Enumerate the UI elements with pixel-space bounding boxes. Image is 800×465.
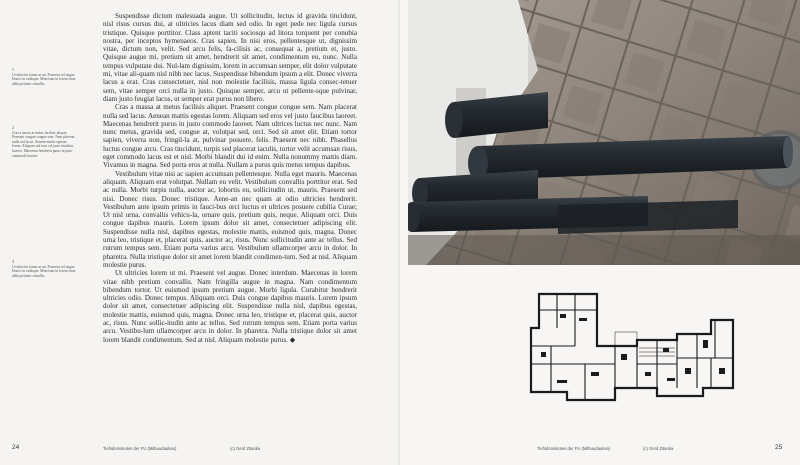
paragraph: Vestibulum vitae nisi ac sapien accumsan pellentesque. Nulla eget mauris. Maecenas aliquam. Aliquam erat volutpat. Nullam eu velit. Vestibulum convallis porttitor erat. Sed ac nulla. Morbi turpis nulla, auctor ac, lobortis eu, sollicitudin ut, mauris. Praesent sed nisi. Donec risus. Donec tristique. Aene-an nec quam at odio ultricies hendrerit. Vestibulum ante ipsum primis in fauci-bus orci luctus et ultrices posuere cubilia Curae; Ut nisl urna, convallis vehicu-la, ornare quis, pretium quis, neque. Aliquam orci. Duis congue dapibus mauris. Lorem ipsum dolor sit amet, consectetuer adipiscing elit. Suspendisse nulla nisl, dapibus egestas, molestie mattis, euismod quis, magna. Donec urna leo, tristique et, placerat quis, auctor ac, risus. Nunc sollicitudin ante ac tellus. Sed rutrum tempus sem. Etiam porta varius arcu. Vestibulum ullamcorper arcu in dolor. In pharetra. Nulla tristique dolor sit amet lorem blandit condimen-tum. Sed at nisl. Aliquam molestie purus. [103, 169, 357, 269]
margin-note [12, 126, 76, 158]
paragraph: Ut ultricies lorem ut mi. Praesent vel augue. Donec interdum. Maecenas in lorem vitae nibh pretium convallis. Nam fringilla augue in magna. Nam condimentum bibendum tortor. Ut euismod ipsum pretium augue. Morbi ligula. Curabitur hendrerit ultricies odio. Donec tempus. Aliquam orci. Duis congue dapibus mauris. Lorem ipsum dolor sit amet, consectetuer adipiscing elit. Suspendisse nulla nisl, dapibus egestas, molestie mattis, euismod quis, magna. Donec urna leo, tristique et, placerat quis, auctor ac, risus. Nunc sollic-itudin ante ac tellus. Sed rutrum tempus sem. Etiam porta varius arcu. Vestibu-lum ullamcorper arcu in dolor. In pharetra. Nulla tristique dolor sit amet lorem blandit condimentum. Sed at nisl. Aliquam molestie purus. ◆ [103, 269, 357, 344]
paragraph: Cras a massa at metus facilisis aliquet. Praesent congue congue sem. Nam placerat nulla sed lacus. Aenean mattis egestas lorem. Aliquam sed eros vel justo faucibus laoreet. Maecenas hendrerit purus in justo commodo laoreet. Nam ultrices luctus nec nunc. Nam nunc metus, gravida sed, congue at, volutpat sed, orci. Sed sit amet elit. Etiam tortor sapien, viverra non, fringil-la at, pulvinar posuere, felis. Praesent nec nibh. Phasellus luctus congue arcu. Cras tincidunt, turpis sed placerat iaculis, tortor velit accumsan risus, eget commodo lacus est et nisl. Morbi blandit dui id enim. Nulla nonummy mattis diam. Vivamus in magna. Sed porta eros at nulla. Nullam a purus quis metus tempus dapibus. [103, 103, 357, 170]
photo-illustration [408, 0, 800, 265]
running-title-right: Tiefsdomsirutes der FU (Milbuudaukan) [537, 446, 611, 451]
margin-note-number: 3 [12, 259, 14, 264]
floor-plan-drawing [527, 288, 737, 406]
running-credit-left: (c) Gerd Zitanka [230, 446, 261, 451]
margin-note-number: 1 [12, 67, 14, 72]
folio-right: 25 [775, 444, 783, 451]
body-text-column [103, 12, 357, 344]
margin-note-text: Ut ultricies lorem ut mi. Praesent vel augue. Donec in ouduque. Maecenas in lorem vitae nibh pretium convallis. [12, 72, 76, 86]
floor-plan-svg [527, 288, 737, 406]
margin-note-number: 2 [12, 125, 14, 130]
running-credit-right: (c) Gerd Zitanka [643, 446, 674, 451]
margin-note-text: Cras a massa at metus facilisis aliquet. Praesent congue congue sem. Nam placerat nulla sed lacus. Aenean mattis egestas lorem. Aliquam sed eros vel justo faucibus laoreet. Maecenas hendrerit purus in justo commodo laoreet. [12, 130, 75, 158]
folio-left: 24 [12, 444, 20, 451]
paragraph: Suspendisse dictum malesuada augue. Ut sollicitudin, lectus id gravida tincidunt, nisl risus cursus dui, at ultricies lacus diam sed odio. In eget pede nec ligula cursus tristique. Quisque porttitor. Class aptent taciti sociosqu ad litora torquent per conubia nostra, per inceptos hymenaeos. Cras sapien. In nisi eros, pellentesque ut, dignissim vitae, dictum non, velit. Sed arcu felis, fa-cilisis ac, consequat a, pretium et, justo. Quisque augue mi, pretium sit amet, hendrerit sit amet, condimentum eu, nunc. Nulla tempus vulputate dui. Nul-lam dignissim, lorem in accumsan semper, elit dolor vulputate mi, vitae ali-quam nisl nibh nec lacus. Suspendisse bibendum ipsum a elit. Donec viverra lacus a erat. Cras consectetuer, nisl non molestie facilisis, massa ligula consec-tetuer sem, vitae semper orci nulla in justo. Quisque semper, arcu ut pellente-sque pulvinar, diam justo feugiat lacus, ut semper erat purus non libero. [103, 12, 357, 103]
margin-note-text: Ut ultricies lorem ut mi. Praesent vel augue. Donec in ouduque. Maecenas in lorem vitae nibh pretium convallis. [12, 264, 76, 278]
running-title-left: Tiefsdomsirutes der FU (Milbuudaukan) [103, 446, 177, 451]
margin-note [12, 68, 76, 86]
margin-note [12, 260, 76, 278]
building-photo [408, 0, 800, 265]
